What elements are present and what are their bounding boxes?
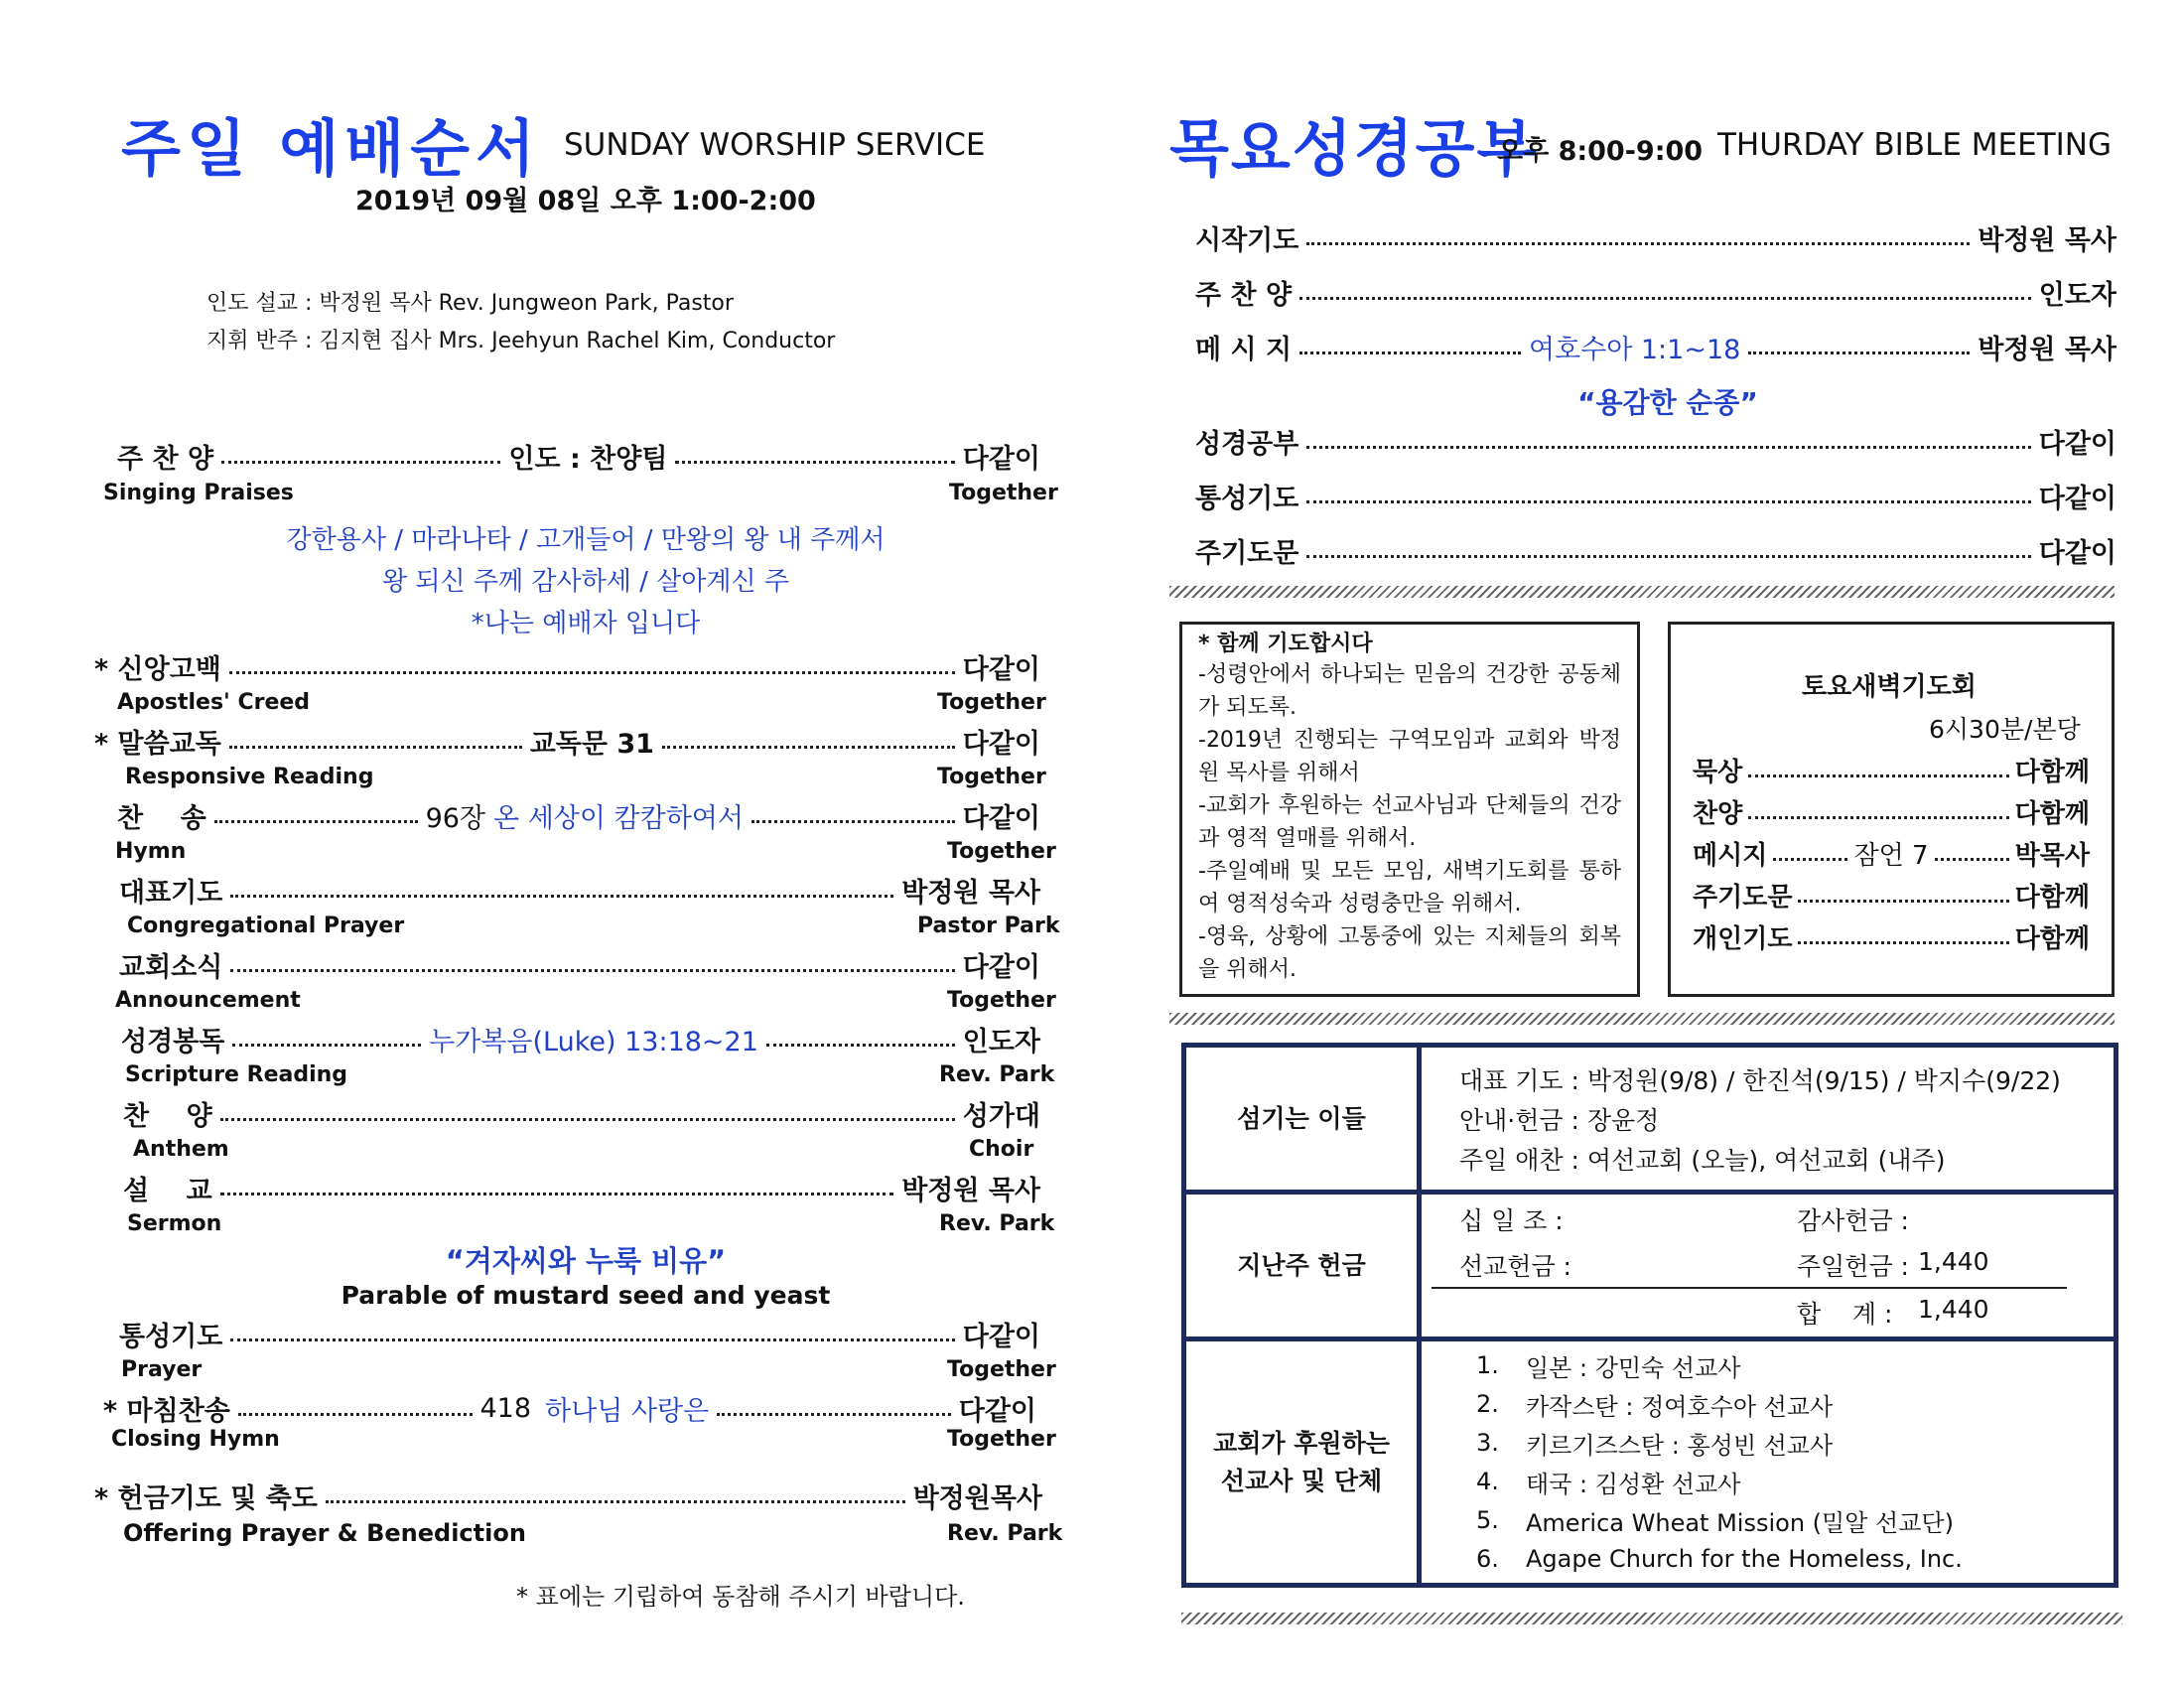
order-leader: 다같이	[2038, 429, 2116, 460]
order-leader: 다같이	[2038, 484, 2116, 514]
saturday-row	[1693, 793, 2090, 830]
missions-label	[1184, 1339, 1420, 1586]
prayer-item: -주일예배 및 모든 모임, 새벽기도회를 통하여 영적성숙과 성령충만을 위해서.	[1198, 859, 1621, 916]
praise-song-line: *나는 예배자 입니다	[471, 609, 701, 638]
bible-meeting-time: 오후 8:00-9:00	[1497, 136, 1704, 167]
mission-offering-label: 선교헌금 :	[1459, 1251, 1571, 1281]
order-label: 통성기도	[1195, 484, 1299, 514]
prayer-heading: * 함께 기도합시다	[1198, 632, 1373, 656]
order-leader: 박정원 목사	[1978, 225, 2116, 256]
thursday-row-message	[1195, 328, 2116, 366]
sunday-service-title: 주일 예배순서	[121, 112, 541, 185]
order-en-right: Together	[937, 690, 1046, 715]
dot-leader	[1299, 297, 2031, 300]
dot-leader	[229, 671, 955, 674]
server-line: 대표 기도 : 박정원(9/8) / 한진석(9/15) / 박지수(9/22)	[1459, 1065, 2061, 1095]
mission-text: 태국 : 김성환 선교사	[1526, 1470, 1741, 1498]
mission-number: 1.	[1476, 1351, 1499, 1379]
order-row-group-prayer	[119, 1315, 1040, 1353]
order-en-right: Choir	[969, 1137, 1034, 1162]
order-label: 주기도문	[1693, 883, 1793, 913]
order-leader: 인도자	[2038, 280, 2116, 311]
order-leader: 다함께	[2014, 799, 2090, 829]
servers-label: 섬기는 이들	[1184, 1046, 1420, 1193]
prayer-item: -교회가 후원하는 선교사님과 단체들의 건강과 영적 열매를 위해서.	[1198, 793, 1621, 851]
saturday-row	[1693, 918, 2090, 955]
order-row-reading	[94, 722, 1040, 761]
order-label: * 마침찬송	[103, 1396, 230, 1427]
order-leader: 다같이	[962, 803, 1040, 834]
order-leader: 다같이	[958, 1396, 1037, 1427]
order-mid: 인도 : 찬양팀	[508, 444, 668, 475]
order-label: 대표기도	[119, 878, 223, 909]
saturday-row	[1693, 835, 2090, 872]
dot-leader	[230, 969, 954, 972]
order-label: 주 찬 양	[117, 444, 214, 475]
dot-leader	[1798, 941, 2008, 944]
order-en-right: Together	[937, 765, 1046, 789]
thursday-row-bible-study	[1195, 422, 2116, 461]
mission-item	[1422, 1540, 2114, 1579]
order-row-praise	[117, 437, 1040, 476]
order-en-right: Together	[947, 1427, 1056, 1452]
order-row-benediction	[94, 1477, 1042, 1515]
order-leader: 다함께	[2014, 758, 2090, 787]
bible-meeting-title: 목요성경공부	[1169, 112, 1539, 185]
order-en-right: Together	[949, 481, 1058, 505]
mission-number: 3.	[1476, 1429, 1499, 1457]
dot-leader	[1748, 352, 1970, 354]
order-label: 시작기도	[1195, 225, 1299, 256]
order-mid: 하나님 사랑은	[545, 1396, 710, 1427]
order-leader: 박정원목사	[912, 1483, 1042, 1514]
order-en-right: Rev. Park	[939, 1062, 1055, 1087]
order-en-right: Rev. Park	[947, 1521, 1063, 1546]
order-label: 찬 송	[117, 803, 206, 834]
mission-number: 4.	[1476, 1468, 1499, 1495]
order-leader: 다같이	[962, 654, 1040, 685]
thanks-label: 감사헌금 :	[1797, 1205, 1909, 1235]
order-leader: 박정원 목사	[901, 878, 1040, 909]
sermon-title: “겨자씨와 누룩 비유”	[445, 1244, 727, 1278]
order-row-hymn	[117, 796, 1040, 835]
total-value: 1,440	[1918, 1294, 1989, 1324]
mission-number: 5.	[1476, 1506, 1499, 1534]
mission-number: 6.	[1476, 1545, 1499, 1573]
order-label: 찬양	[1693, 799, 1743, 829]
standing-footnote: * 표에는 기립하여 동참해 주시기 바랍니다.	[516, 1583, 965, 1611]
prayer-item: -성령안에서 하나되는 믿음의 건강한 공동체가 되도록.	[1198, 662, 1621, 720]
order-row-scripture	[121, 1020, 1040, 1058]
order-leader: 박정원 목사	[901, 1176, 1040, 1206]
order-leader: 성가대	[962, 1101, 1040, 1132]
mission-text: 일본 : 강민숙 선교사	[1526, 1353, 1741, 1382]
dot-leader	[221, 461, 500, 464]
dot-leader	[766, 1044, 955, 1047]
dot-leader	[238, 1413, 473, 1416]
sunday-offering-label: 주일헌금 :	[1797, 1251, 1909, 1281]
order-label: 통성기도	[119, 1322, 223, 1352]
church-info-table	[1181, 1043, 2118, 1588]
order-en: Singing Praises	[103, 481, 294, 505]
order-leader: 다같이	[962, 952, 1040, 983]
mission-item	[1422, 1346, 2114, 1385]
order-en: Offering Prayer & Benediction	[123, 1519, 526, 1547]
order-row-creed	[94, 647, 1040, 686]
conductor-line: 지휘 반주 : 김지현 집사 Mrs. Jeehyun Rachel Kim, Conductor	[206, 329, 836, 353]
mission-item	[1422, 1463, 2114, 1501]
saturday-title: 토요새벽기도회	[1802, 672, 1977, 702]
order-row-closing-hymn	[103, 1389, 1036, 1428]
message-title: “용감한 순종”	[1577, 386, 1758, 419]
order-label: 성경공부	[1195, 429, 1299, 460]
order-en: Responsive Reading	[125, 765, 374, 789]
dot-leader	[1306, 242, 1970, 245]
order-label: 메시지	[1693, 841, 1768, 871]
dot-leader	[220, 1118, 955, 1121]
dot-leader	[214, 820, 418, 823]
order-row-prayer	[119, 871, 1040, 910]
order-mid: 온 세상이 캄캄하여서	[493, 803, 744, 834]
order-label: 찬 양	[123, 1101, 212, 1132]
hatched-divider	[1181, 1613, 2122, 1624]
order-label: 설 교	[123, 1176, 212, 1206]
order-row-sermon	[123, 1169, 1040, 1207]
mission-item	[1422, 1385, 2114, 1424]
order-label: 주 찬 양	[1195, 280, 1293, 311]
mission-text: America Wheat Mission (밀알 선교단)	[1526, 1508, 1954, 1537]
sermon-title-en: Parable of mustard seed and yeast	[341, 1281, 831, 1310]
dot-leader	[1306, 446, 2030, 449]
order-en: Prayer	[121, 1357, 203, 1382]
offering-cell	[1420, 1193, 2116, 1339]
server-line: 주일 애찬 : 여선교회 (오늘), 여선교회 (내주)	[1459, 1145, 1946, 1175]
missions-row	[1184, 1339, 2116, 1586]
dot-leader	[675, 461, 954, 464]
mission-text: 카작스탄 : 정여호수아 선교사	[1526, 1392, 1834, 1421]
order-en-right: Together	[947, 839, 1056, 864]
hatched-divider	[1169, 586, 2115, 598]
order-en: Closing Hymn	[111, 1427, 280, 1452]
order-en: Hymn	[115, 839, 187, 864]
order-label: * 말씀교독	[94, 729, 221, 760]
order-label: 성경봉독	[121, 1027, 225, 1057]
dot-leader	[1299, 352, 1521, 354]
dot-leader	[230, 895, 893, 898]
order-en: Scripture Reading	[125, 1062, 348, 1087]
hatched-divider	[1169, 1013, 2115, 1025]
order-leader: 다같이	[962, 729, 1040, 760]
saturday-row	[1693, 877, 2090, 914]
dot-leader	[220, 1193, 893, 1196]
sunday-offering-value: 1,440	[1918, 1246, 1989, 1276]
prayer-item: -2019년 진행되는 구역모임과 교회와 박정원 목사를 위해서	[1198, 728, 1621, 785]
tithe-label: 십 일 조 :	[1459, 1205, 1564, 1235]
order-mid: 교독문 31	[529, 729, 654, 760]
dot-leader	[230, 1338, 954, 1341]
order-leader: 다함께	[2014, 883, 2090, 913]
order-label: * 헌금기도 및 축도	[94, 1483, 318, 1514]
saturday-time: 6시30분/본당	[1929, 715, 2081, 744]
mission-text: 키르기즈스탄 : 홍성빈 선교사	[1526, 1431, 1834, 1460]
dot-leader	[229, 746, 522, 749]
mission-item	[1422, 1501, 2114, 1540]
service-date: 2019년 09월 08일 오후 1:00-2:00	[355, 186, 816, 216]
dot-leader	[1306, 555, 2030, 558]
missions-label-line: 교회가 후원하는	[1213, 1428, 1390, 1458]
order-leader: 다같이	[962, 444, 1040, 475]
dot-leader	[1306, 500, 2030, 503]
thursday-row-opening-prayer	[1195, 218, 2116, 257]
mission-number: 2.	[1476, 1390, 1499, 1418]
mission-item	[1422, 1424, 2114, 1463]
order-row-announcement	[119, 945, 1040, 984]
praise-song-line: 강한용사 / 마라나타 / 고개들어 / 만왕의 왕 내 주께서	[286, 525, 886, 555]
order-leader: 박정원 목사	[1978, 335, 2117, 365]
order-label: 메 시 지	[1195, 335, 1293, 365]
dot-leader	[1748, 816, 2008, 819]
order-en: Sermon	[127, 1211, 222, 1236]
praise-song-line: 왕 되신 주께 감사하세 / 살아계신 주	[382, 567, 789, 597]
order-en-right: Together	[947, 1357, 1056, 1382]
preacher-line: 인도 설교 : 박정원 목사 Rev. Jungweon Park, Pastor	[206, 291, 734, 316]
server-line: 안내·헌금 : 장윤정	[1459, 1105, 1660, 1135]
order-mid: 누가복음(Luke) 13:18~21	[429, 1027, 758, 1057]
order-en: Congregational Prayer	[127, 914, 405, 938]
hymn-number: 96장	[425, 803, 486, 834]
servers-cell	[1420, 1046, 2116, 1193]
dot-leader	[232, 1044, 421, 1047]
missions-cell	[1420, 1339, 2116, 1586]
order-label: 주기도문	[1195, 538, 1299, 569]
order-en-right: Together	[947, 988, 1056, 1013]
dot-leader	[1798, 900, 2008, 903]
order-mid: 잠언 7	[1853, 841, 1929, 871]
missions-label-line: 선교사 및 단체	[1220, 1466, 1383, 1495]
order-row-anthem	[123, 1094, 1040, 1133]
sunday-service-title-en: SUNDAY WORSHIP SERVICE	[564, 127, 986, 163]
order-en: Anthem	[133, 1137, 229, 1162]
thursday-row-lords-prayer	[1195, 531, 2116, 570]
order-leader: 다같이	[2038, 538, 2116, 569]
bible-meeting-title-en: THURDAY BIBLE MEETING	[1717, 127, 2112, 163]
thursday-row-praise	[1195, 273, 2116, 312]
order-en-right: Rev. Park	[939, 1211, 1055, 1236]
dot-leader	[662, 746, 955, 749]
mission-text: Agape Church for the Homeless, Inc.	[1526, 1545, 1963, 1573]
dot-leader	[326, 1500, 905, 1503]
offering-label: 지난주 헌금	[1184, 1193, 1420, 1339]
thursday-row-group-prayer	[1195, 477, 2116, 515]
prayer-item: -영육, 상황에 고통중에 있는 지체들의 회복을 위해서.	[1198, 924, 1621, 982]
total-divider	[1432, 1287, 2067, 1289]
servers-row	[1184, 1046, 2116, 1193]
order-en-right: Pastor Park	[917, 914, 1060, 938]
total-label: 합 계 :	[1797, 1299, 1893, 1329]
dot-leader	[751, 820, 955, 823]
saturday-prayer-box	[1668, 622, 2115, 997]
offering-row	[1184, 1193, 2116, 1339]
hymn-number: 418	[479, 1393, 532, 1424]
dot-leader	[1773, 858, 1847, 861]
order-leader: 박목사	[2014, 841, 2091, 871]
dot-leader	[717, 1413, 951, 1416]
order-label: 교회소식	[119, 952, 223, 983]
saturday-row	[1693, 752, 2090, 788]
order-label: 묵상	[1693, 758, 1743, 787]
order-mid: 여호수아 1:1~18	[1528, 335, 1741, 365]
order-en: Apostles' Creed	[117, 690, 311, 715]
order-en: Announcement	[115, 988, 301, 1013]
prayer-requests-box	[1179, 622, 1640, 997]
order-leader: 인도자	[962, 1027, 1040, 1057]
order-leader: 다같이	[962, 1322, 1040, 1352]
dot-leader	[1748, 774, 2008, 777]
order-leader: 다함께	[2014, 924, 2090, 954]
order-label: 개인기도	[1693, 924, 1793, 954]
order-label: * 신앙고백	[94, 654, 221, 685]
dot-leader	[1935, 858, 2009, 861]
